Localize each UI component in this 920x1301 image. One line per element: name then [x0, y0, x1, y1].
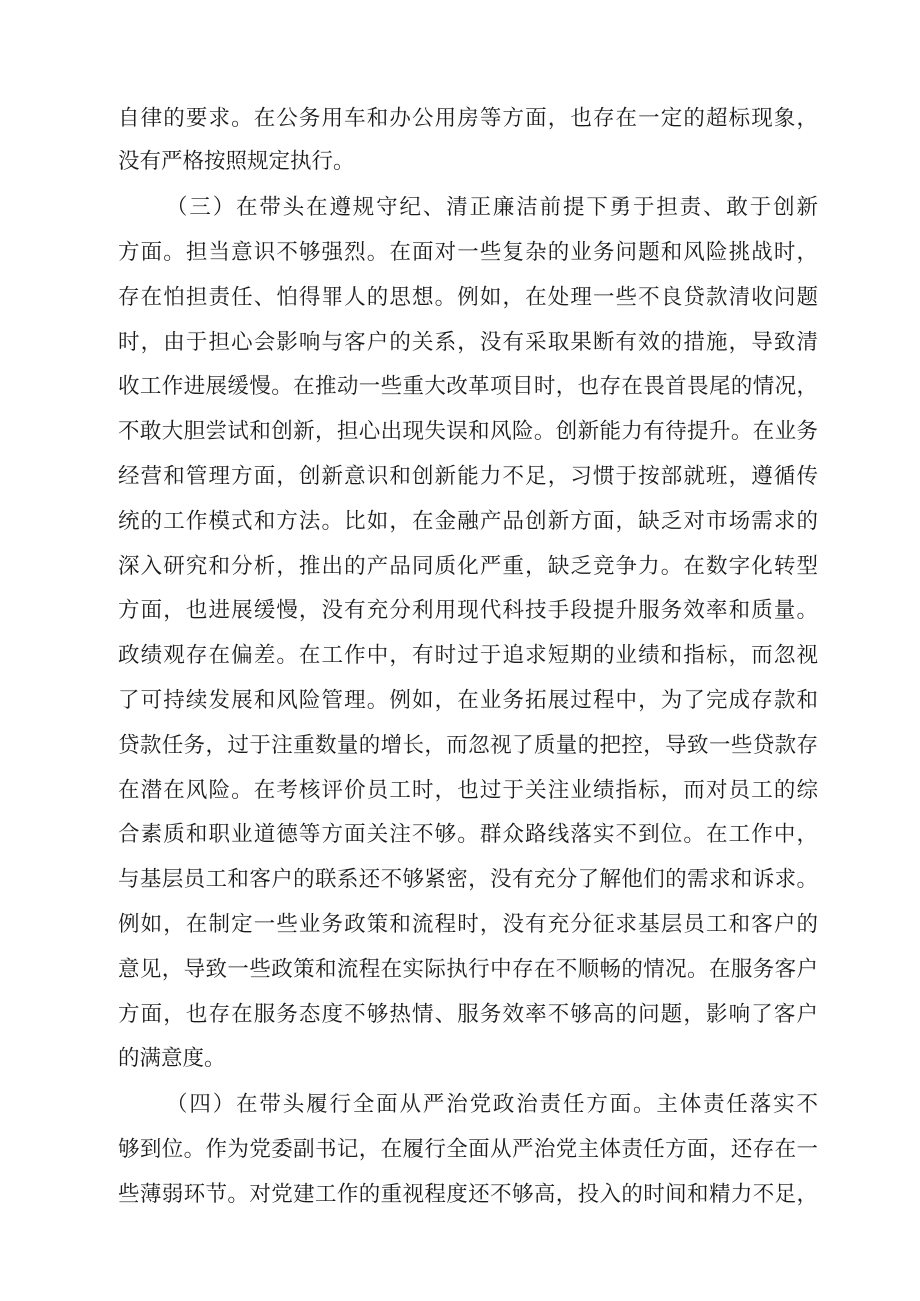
text-line: 了可持续发展和风险管理。例如，在业务拓展过程中，为了完成存款和 — [118, 688, 818, 713]
text-line: 在潜在风险。在考核评价员工时，也过于关注业绩指标，而对员工的综 — [118, 778, 818, 803]
text-line: 意见，导致一些政策和流程在实际执行中存在不顺畅的情况。在服务客户 — [118, 957, 818, 982]
text-line: 些薄弱环节。对党建工作的重视程度还不够高，投入的时间和精力不足， — [118, 1182, 818, 1207]
text-line: 的满意度。 — [118, 1046, 226, 1071]
text-line: 没有严格按照规定执行。 — [118, 149, 355, 174]
text-line: 方面，也进展缓慢，没有充分利用现代科技手段提升服务效率和质量。 — [118, 598, 818, 623]
text-line: 自律的要求。在公务用车和办公用房等方面，也存在一定的超标现象， — [118, 106, 818, 131]
paragraph-heading-4: （四）在带头履行全面从严治党政治责任方面。主体责任落实不 — [166, 1092, 818, 1117]
text-line: 存在怕担责任、怕得罪人的思想。例如，在处理一些不良贷款清收问题 — [118, 285, 818, 310]
text-line: 收工作进展缓慢。在推动一些重大改革项目时，也存在畏首畏尾的情况， — [118, 374, 818, 399]
text-line: 合素质和职业道德等方面关注不够。群众路线落实不到位。在工作中， — [118, 822, 818, 847]
text-line: 够到位。作为党委副书记，在履行全面从严治党主体责任方面，还存在一 — [118, 1137, 818, 1162]
text-line: 与基层员工和客户的联系还不够紧密，没有充分了解他们的需求和诉求。 — [118, 867, 818, 892]
paragraph-heading-3: （三）在带头在遵规守纪、清正廉洁前提下勇于担责、敢于创新 — [166, 195, 818, 220]
text-line: 时，由于担心会影响与客户的关系，没有采取果断有效的措施，导致清 — [118, 330, 818, 355]
text-line: 经营和管理方面，创新意识和创新能力不足，习惯于按部就班，遵循传 — [118, 464, 818, 489]
text-line: 统的工作模式和方法。比如，在金融产品创新方面，缺乏对市场需求的 — [118, 509, 818, 534]
text-line: 方面，也存在服务态度不够热情、服务效率不够高的问题，影响了客户 — [118, 1002, 818, 1027]
text-line: 政绩观存在偏差。在工作中，有时过于追求短期的业绩和指标，而忽视 — [118, 643, 818, 668]
text-line: 方面。担当意识不够强烈。在面对一些复杂的业务问题和风险挑战时， — [118, 240, 818, 265]
text-line: 不敢大胆尝试和创新，担心出现失误和风险。创新能力有待提升。在业务 — [118, 419, 818, 444]
text-line: 深入研究和分析，推出的产品同质化严重，缺乏竞争力。在数字化转型 — [118, 554, 818, 579]
text-line: 例如，在制定一些业务政策和流程时，没有充分征求基层员工和客户的 — [118, 912, 818, 937]
text-line: 贷款任务，过于注重数量的增长，而忽视了质量的把控，导致一些贷款存 — [118, 733, 818, 758]
